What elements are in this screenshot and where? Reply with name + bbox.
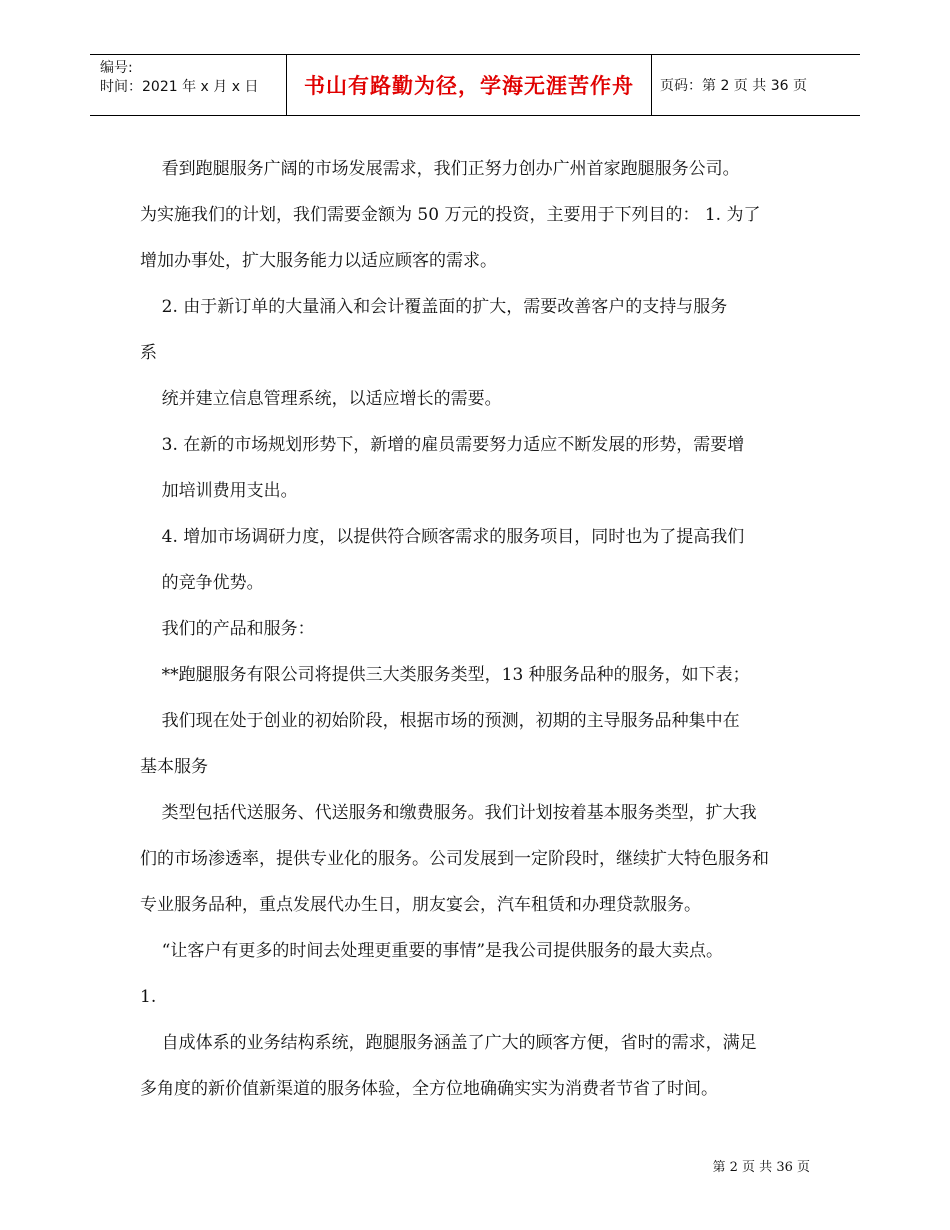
body-line: 基本服务	[140, 757, 208, 777]
header-page-number	[660, 55, 807, 115]
body-line: 加培训费用支出。	[140, 481, 298, 501]
body-line: 我们现在处于创业的初始阶段，根据市场的预测，初期的主导服务品种集中在	[140, 711, 740, 731]
body-line: “让客户有更多的时间去处理更重要的事情”是我公司提供服务的最大卖点。	[140, 941, 724, 961]
header-meta	[90, 55, 286, 115]
body-line: 统并建立信息管理系统，以适应增长的需要。	[140, 389, 502, 409]
header-page-label: 页码：第 2 页 共 36 页	[660, 78, 807, 94]
body-line: 系	[140, 343, 157, 363]
document-time-label: 时间：2021 年 x 月 x 日	[100, 79, 259, 95]
body-line: 1.	[140, 987, 157, 1007]
body-line: 我们的产品和服务：	[140, 619, 315, 639]
body-line: 多角度的新价值新渠道的服务体验，全方位地确确实实为消费者节省了时间。	[140, 1079, 718, 1099]
document-code-label: 编号:	[100, 60, 133, 76]
header-motto-cell	[286, 55, 652, 115]
body-line: 增加办事处，扩大服务能力以适应顾客的需求。	[140, 251, 497, 271]
footer-page-number: 第 2 页 共 36 页	[712, 1160, 810, 1175]
document-body	[140, 146, 820, 1112]
body-line: 类型包括代送服务、代送服务和缴费服务。我们计划按着基本服务类型，扩大我	[140, 803, 757, 823]
body-line: 专业服务品种，重点发展代办生日，朋友宴会，汽车租赁和办理贷款服务。	[140, 895, 701, 915]
body-line: 3. 在新的市场规划形势下，新增的雇员需要努力适应不断发展的形势，需要增	[140, 435, 745, 455]
header-motto: 书山有路勤为径，学海无涯苦作舟	[304, 74, 634, 98]
body-line: **跑腿服务有限公司将提供三大类服务类型，13 种服务品种的服务，如下表；	[140, 665, 750, 685]
body-line: 看到跑腿服务广阔的市场发展需求，我们正努力创办广州首家跑腿服务公司。	[140, 159, 740, 179]
body-line: 的竞争优势。	[140, 573, 264, 593]
body-line: 2. 由于新订单的大量涌入和会计覆盖面的扩大，需要改善客户的支持与服务	[140, 297, 728, 317]
body-line: 4. 增加市场调研力度，以提供符合顾客需求的服务项目，同时也为了提高我们	[140, 527, 745, 547]
body-line: 们的市场渗透率，提供专业化的服务。公司发展到一定阶段时，继续扩大特色服务和	[140, 849, 769, 869]
body-line: 为实施我们的计划，我们需要金额为 50 万元的投资，主要用于下列目的： 1. 为了	[140, 205, 761, 225]
page-header	[90, 54, 860, 116]
page-footer	[713, 1156, 810, 1175]
body-line: 自成体系的业务结构系统，跑腿服务涵盖了广大的顾客方便，省时的需求，满足	[140, 1033, 757, 1053]
